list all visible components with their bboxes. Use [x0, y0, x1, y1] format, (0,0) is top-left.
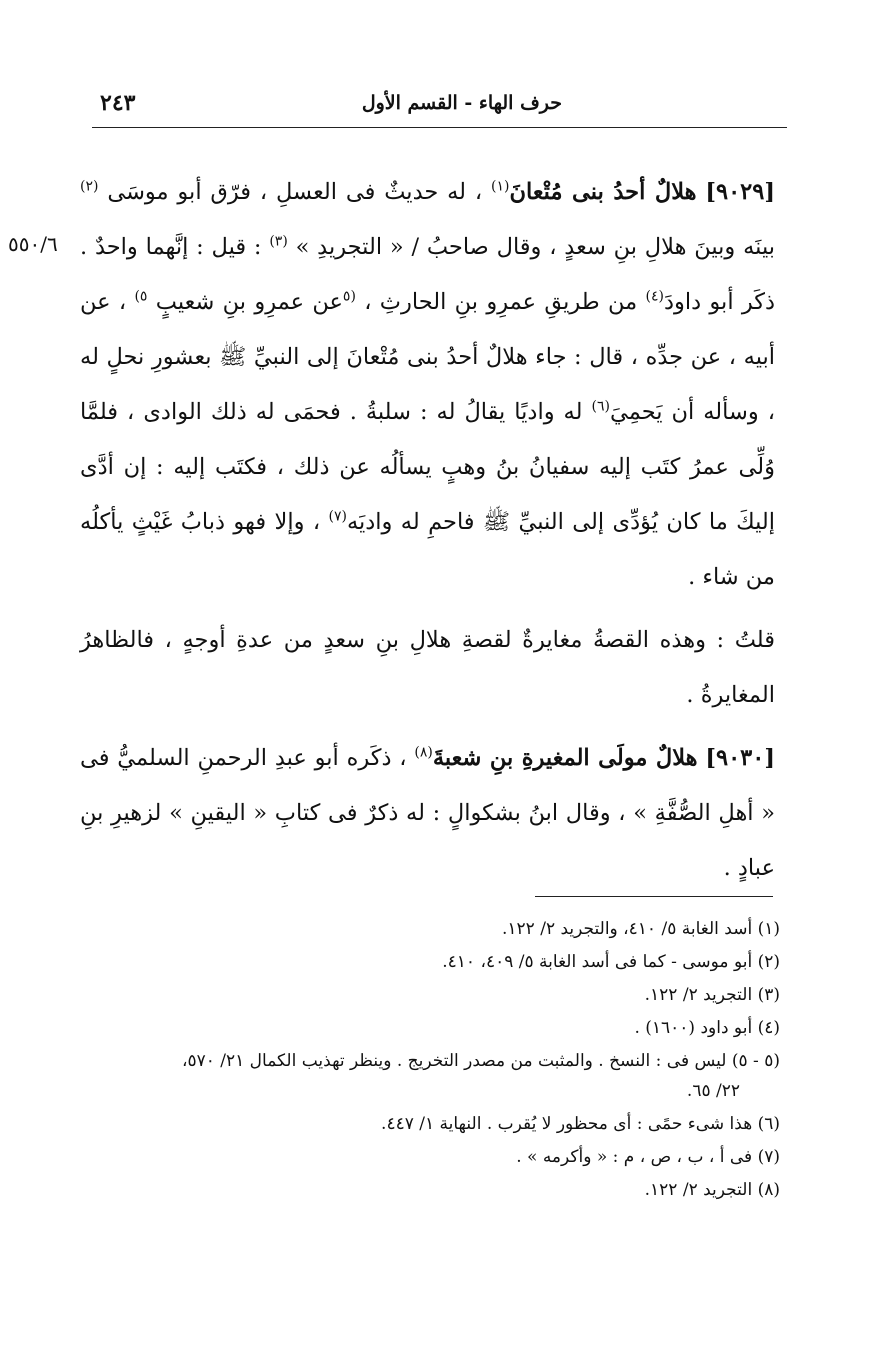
footnote-text: (٤) أبو داود (١٦٠٠) .: [634, 1018, 780, 1038]
entry-text: له واديًا يقالُ له : سلبةُ . فحمَى له ذلك الوادى ، فلمَّا وُلِّى عمرُ كتَب إليه سفيانُ بنُ وهبٍ يسألُه عن ذلك ، فكتَب إليه : إن أدَّى إليكَ ما كان يُؤدِّى إلى النبيِّ ﷺ فاحمِ له واديَه: [80, 399, 775, 535]
entry-text: ، عن أبيه ، عن جدِّه ، قال : جاء هلالٌ أحدُ بنى مُتْعانَ إلى النبيِّ ﷺ بعشورِ نحلٍ له ، وسأله أن يَحمِيَ: [80, 289, 775, 425]
header-rule: [92, 127, 787, 128]
footnote: [90, 1142, 780, 1172]
entry-text: بينَه وبينَ هلالِ بنِ سعدٍ ، وقال صاحبُ / « التجريدِ »: [295, 234, 775, 260]
footnote-continuation: ٢٢/ ٦٥.: [686, 1081, 740, 1101]
footnote-text: (٦) هذا شىء حمًى : أى محظور لا يُقرب . النهاية ١/ ٤٤٧.: [381, 1114, 780, 1134]
entry-heading: هلالٌ أحدُ بنى مُتْعانَ: [509, 179, 697, 205]
footnote-ref: ٥): [134, 288, 148, 305]
footnote-rule: [535, 896, 773, 897]
footnote-ref: (٣): [269, 233, 288, 250]
footnote: [90, 1046, 780, 1106]
footnote-text: (٣) التجريد ٢/ ١٢٢.: [644, 985, 780, 1005]
entry-9030: [80, 731, 775, 896]
footnote: [90, 980, 780, 1010]
footnote: [90, 1109, 780, 1139]
footnote: [90, 1175, 780, 1205]
entry-text: من طريقِ عمرِو بنِ الحارثِ ،: [364, 289, 638, 315]
footnote-ref: (٢): [80, 178, 99, 195]
running-title: حرف الهاء - القسم الأول: [361, 92, 562, 114]
entry-9029: [80, 165, 775, 605]
commentary-paragraph: [80, 613, 775, 723]
footnote-ref: (٨): [414, 744, 433, 761]
footnote: [90, 914, 780, 944]
footnote-ref: (١): [490, 178, 510, 195]
entry-number: [٩٠٢٩]: [705, 179, 775, 205]
footnote-text: (٨) التجريد ٢/ ١٢٢.: [644, 1180, 780, 1200]
entry-number: [٩٠٣٠]: [705, 745, 776, 771]
main-text: [80, 165, 775, 904]
entry-text: ، وإلا فهو ذبابُ غَيْثٍ يأكلُه من شاء .: [80, 509, 775, 590]
page-header: [92, 88, 782, 128]
footnotes: [90, 914, 780, 1208]
footnote: [90, 1013, 780, 1043]
footnote-ref: (٤): [645, 288, 664, 305]
entry-heading: هلالٌ مولَى المغيرةِ بنِ شعبةَ: [432, 745, 698, 771]
footnote-text: (٢) أبو موسى - كما فى أسد الغابة ٥/ ٤٠٩، ٤١٠.: [442, 952, 780, 972]
page-number: ٢٤٣: [100, 90, 136, 116]
footnote: [90, 947, 780, 977]
entry-text: ، ذكَره أبو عبدِ الرحمنِ السلميُّ فى « أهلِ الصُّفَّةِ » ، وقال ابنُ بشكوالٍ : له ذكرٌ فى كتابِ « اليقينِ » لزهيرِ بنِ عبادٍ .: [80, 745, 775, 881]
footnote-ref: (٥: [342, 288, 356, 305]
entry-text: : قيل : إنَّهما واحدٌ . ذكَر أبو داودَ: [80, 234, 776, 315]
footnote-text: (١) أسد الغابة ٥/ ٤١٠، والتجريد ٢/ ١٢٢.: [502, 919, 780, 939]
entry-text: ، له حديثٌ فى العسلِ ، فرّق أبو موسَى: [107, 179, 483, 205]
footnote-ref: (٦): [591, 398, 610, 415]
footnote-ref: (٧): [328, 508, 347, 525]
footnote-text: (٧) فى أ ، ب ، ص ، م : « وأكرمه » .: [516, 1147, 780, 1167]
entry-text: عن عمرِو بنِ شعيبٍ: [155, 289, 343, 315]
commentary-text: قلتُ : وهذه القصةُ مغايرةٌ لقصةِ هلالِ بنِ سعدٍ من عدةِ أوجهٍ ، فالظاهرُ المغايرةُ .: [80, 627, 775, 708]
margin-reference: ٥٥٠/٦: [8, 232, 58, 256]
footnote-text: (٥ - ٥) ليس فى : النسخ . والمثبت من مصدر التخريج . وينظر تهذيب الكمال ٢١/ ٥٧٠،: [181, 1051, 780, 1071]
